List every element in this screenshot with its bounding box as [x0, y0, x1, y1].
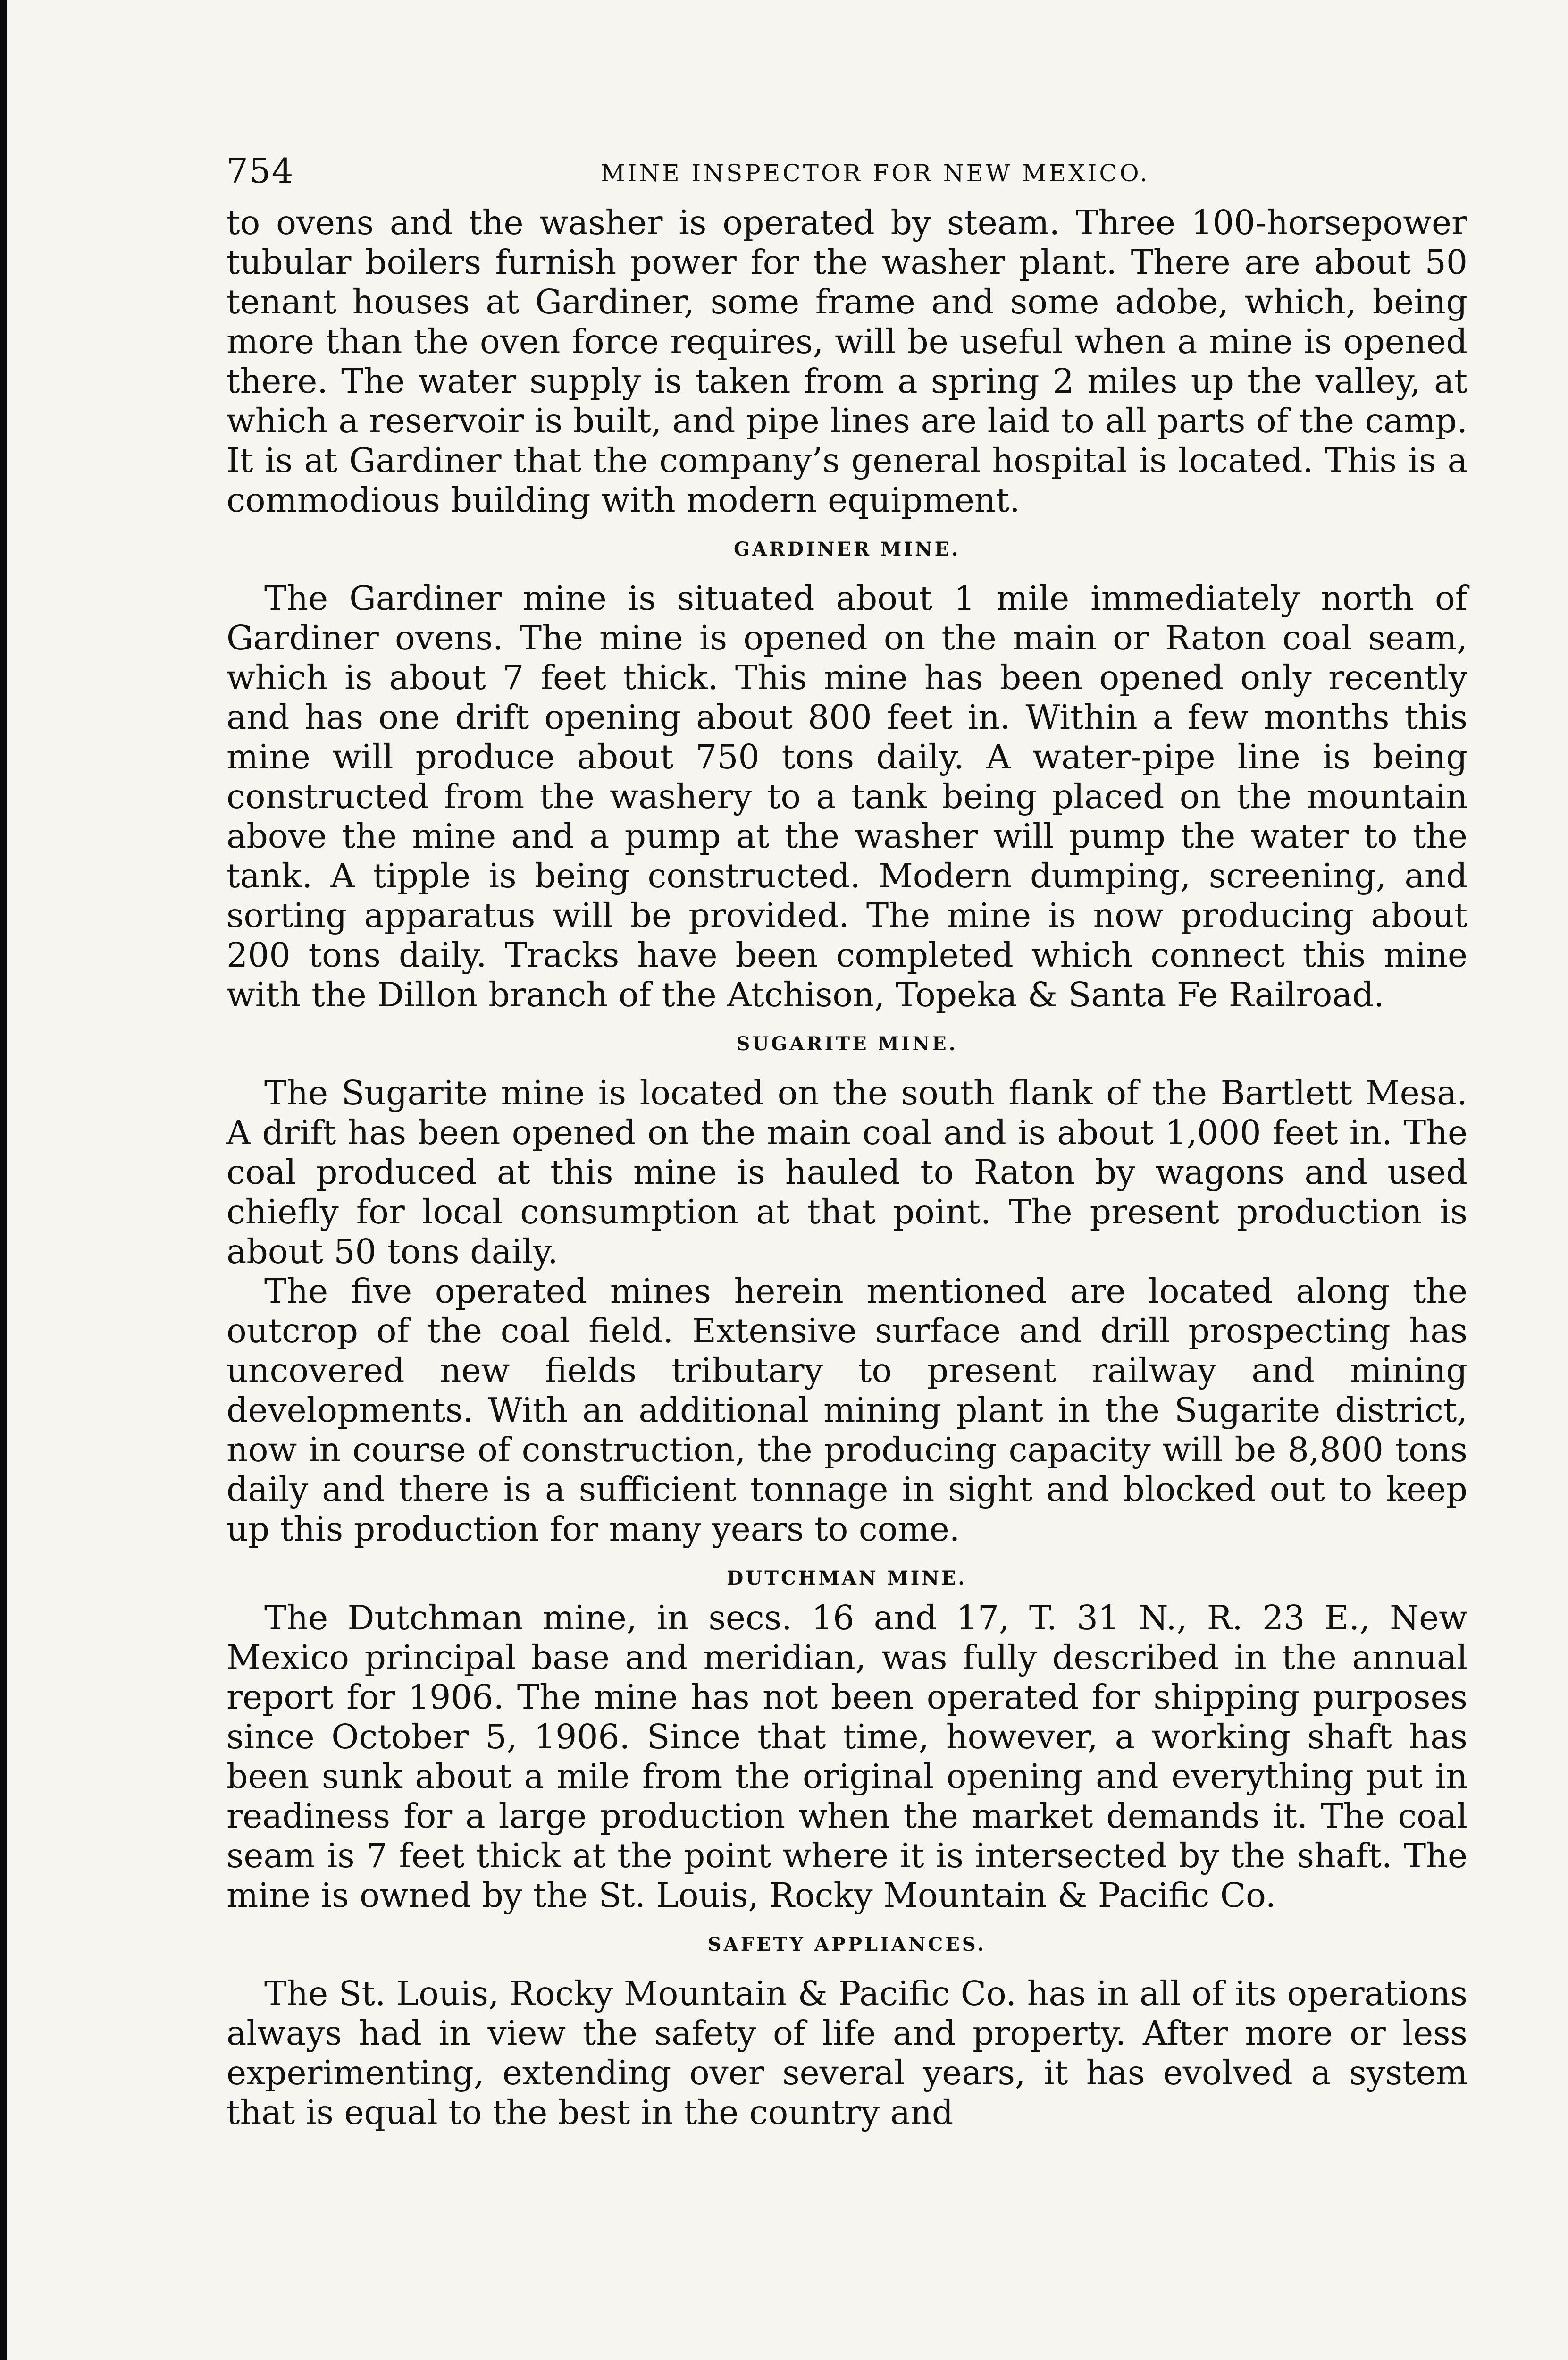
paragraph-sugarite-mine: The Sugarite mine is located on the south flank of the Bartlett Mesa. A drift has been opened on the main coal and is about 1,000 feet in. The coal produced at this mine is hauled to Raton by wagons and used chiefly for local consumption at that point. The present production is about 50 tons daily. — [226, 1073, 1467, 1271]
paragraph-dutchman-mine: The Dutchman mine, in secs. 16 and 17, T. 31 N., R. 23 E., New Mexico principal base and meridian, was fully described in the annual report for 1906. The mine has not been operated for shipping purposes since October 5, 1906. Since that time, however, a working shaft has been sunk about a mile from the original opening and everything put in readiness for a large production when the market demands it. The coal seam is 7 feet thick at the point where it is intersected by the shaft. The mine is owned by the St. Louis, Rocky Mountain & Pacific Co. — [226, 1598, 1467, 1915]
running-title: MINE INSPECTOR FOR NEW MEXICO. — [601, 160, 1150, 187]
paragraph-operated-mines: The five operated mines herein mentioned are located along the outcrop of the coal field. Extensive surface and drill prospecting has uncovered new fields tributary to present railway and mining developments. With an additional mining plant in the Sugarite district, now in course of construction, the producing capacity will be 8,800 tons daily and there is a sufficient tonnage in sight and blocked out to keep up this production for many years to come. — [226, 1272, 1467, 1549]
heading-dutchman-mine: DUTCHMAN MINE. — [727, 1567, 967, 1589]
paragraph-safety-appliances: The St. Louis, Rocky Mountain & Pacific Co. has in all of its operations always had in view the safety of life and property. After more or less experimenting, extending over several years, it has evolved a system that is equal to the best in the country and — [226, 1974, 1467, 2132]
document-page — [226, 151, 1467, 2132]
heading-sugarite-mine: SUGARITE MINE. — [736, 1033, 958, 1055]
page-number: 754 — [226, 151, 294, 191]
paragraph-gardiner-ovens-continued: to ovens and the washer is operated by steam. Three 100-horsepower tubular boilers furnish power for the washer plant. There are about 50 tenant houses at Gardiner, some frame and some adobe, which, being more than the oven force requires, will be useful when a mine is opened there. The water supply is taken from a spring 2 miles up the valley, at which a reservoir is built, and pipe lines are laid to all parts of the camp. It is at Gardiner that the company’s general hospital is located. This is a commodious building with modern equipment. — [226, 203, 1467, 520]
paragraph-gardiner-mine: The Gardiner mine is situated about 1 mile immediately north of Gardiner ovens. The mine is opened on the main or Raton coal seam, which is about 7 feet thick. This mine has been opened only recently and has one drift opening about 800 feet in. Within a few months this mine will produce about 750 tons daily. A water-pipe line is being constructed from the washery to a tank being placed on the mountain above the mine and a pump at the washer will pump the water to the tank. A tipple is being constructed. Modern dumping, screening, and sorting apparatus will be provided. The mine is now producing about 200 tons daily. Tracks have been completed which connect this mine with the Dillon branch of the Atchison, Topeka & Santa Fe Railroad. — [226, 579, 1467, 1014]
running-head — [226, 151, 1467, 203]
heading-gardiner-mine: GARDINER MINE. — [733, 538, 961, 560]
heading-safety-appliances: SAFETY APPLIANCES. — [707, 1933, 987, 1955]
